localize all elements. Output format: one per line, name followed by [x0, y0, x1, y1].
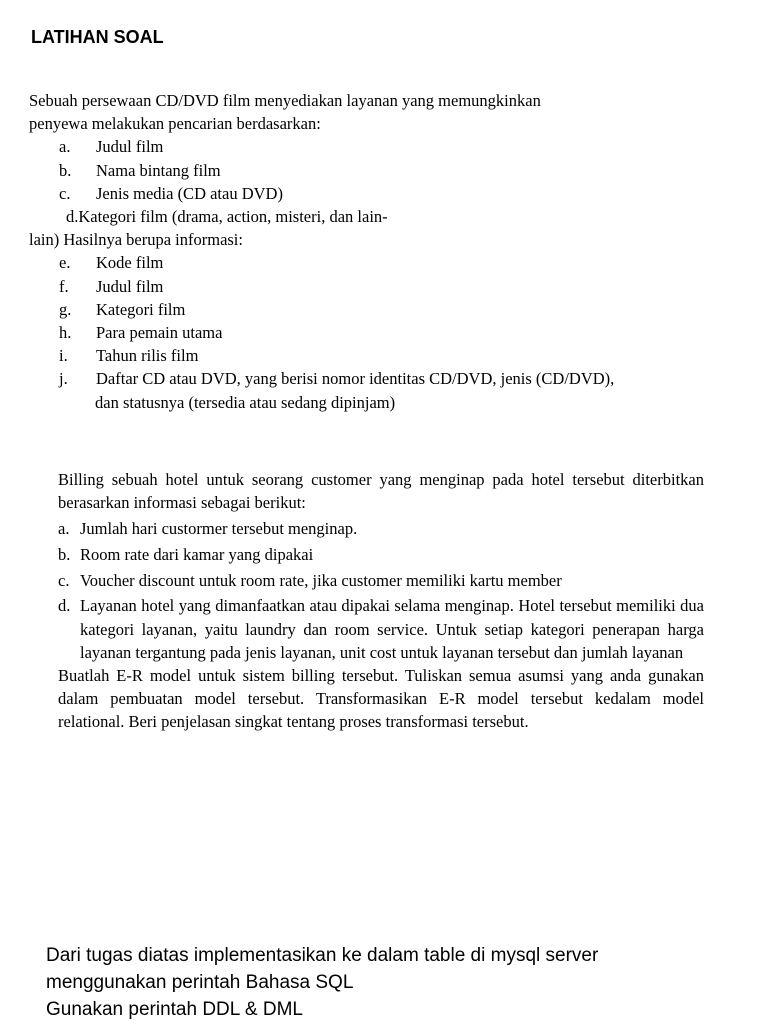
instruction-line: menggunakan perintah Bahasa SQL [46, 972, 354, 993]
list-item [29, 367, 729, 390]
list-text: Layanan hotel yang dimanfaatkan atau dipakai selama menginap. Hotel tersebut memiliki dua kategori layanan, yaitu laundry dan room service. Untuk setiap kategori penerapan harga layanan tergantung pada jenis layanan, unit cost untuk layanan tersebut dan jumlah layanan [80, 596, 704, 662]
list-item [58, 543, 704, 566]
list-marker: a. [59, 137, 71, 157]
list-item [29, 344, 729, 367]
list-text: Room rate dari kamar yang dipakai [80, 544, 314, 564]
list-text: Para pemain utama [96, 323, 223, 343]
list-marker: d. [58, 596, 71, 616]
list-text: Daftar CD atau DVD, yang berisi nomor identitas CD/DVD, jenis (CD/DVD), [96, 369, 615, 389]
list-item-d: d.Kategori film (drama, action, misteri, dan lain- [66, 207, 388, 227]
list-item [29, 298, 729, 321]
list-item [58, 517, 704, 540]
list-item [58, 569, 704, 592]
list-item [29, 251, 729, 274]
list-marker: c. [59, 183, 71, 203]
instruction-line: Gunakan perintah DDL & DML [46, 999, 303, 1020]
list-text: Judul film [96, 276, 164, 296]
list-marker: f. [59, 276, 69, 296]
list-text: Kategori film [96, 299, 186, 319]
list-marker: b. [59, 160, 72, 180]
list-marker: e. [59, 253, 71, 273]
list-marker: j. [59, 369, 68, 389]
list-item [58, 594, 704, 664]
list-marker: h. [59, 323, 72, 343]
assignment-instructions [46, 942, 598, 1023]
list-text: Kode film [96, 253, 164, 273]
intro-line: penyewa melakukan pencarian berdasarkan: [29, 114, 321, 134]
list-item [29, 275, 729, 298]
list-marker: b. [58, 544, 71, 564]
list-marker: c. [58, 570, 70, 590]
list-text: Judul film [96, 137, 164, 157]
list-text: Tahun rilis film [96, 346, 199, 366]
hotel-billing-problem [58, 468, 704, 734]
list-item-continuation: dan statusnya (tersedia atau sedang dipinjam) [95, 392, 396, 412]
list-marker: g. [59, 299, 72, 319]
list-text: Jenis media (CD atau DVD) [96, 183, 283, 203]
task-paragraph: Buatlah E-R model untuk sistem billing tersebut. Tuliskan semua asumsi yang anda gunakan dalam pembuatan model tersebut. Transformasikan E-R model tersebut kedalam model relational. Beri penjelasan singkat tentang proses transformasi tersebut. [58, 666, 704, 732]
billing-intro: Billing sebuah hotel untuk seorang customer yang menginap pada hotel tersebut diterbitkan berasarkan informasi sebagai berikut: [58, 470, 704, 513]
intro-line: Sebuah persewaan CD/DVD film menyediakan layanan yang memungkinkan [29, 91, 541, 110]
list-item [29, 321, 729, 344]
list-text: Jumlah hari custormer tersebut menginap. [80, 519, 358, 538]
rental-problem [29, 89, 729, 414]
list-marker: i. [59, 346, 68, 366]
list-marker: a. [58, 519, 70, 538]
list-item [29, 159, 729, 182]
list-item [29, 182, 729, 205]
results-intro: lain) Hasilnya berupa informasi: [29, 230, 243, 250]
list-text: Voucher discount untuk room rate, jika customer memiliki kartu member [80, 570, 562, 590]
instruction-line: Dari tugas diatas implementasikan ke dalam table di mysql server [46, 945, 599, 966]
list-item [29, 135, 729, 158]
page-title: LATIHAN SOAL [31, 27, 164, 47]
list-text: Nama bintang film [96, 160, 221, 180]
